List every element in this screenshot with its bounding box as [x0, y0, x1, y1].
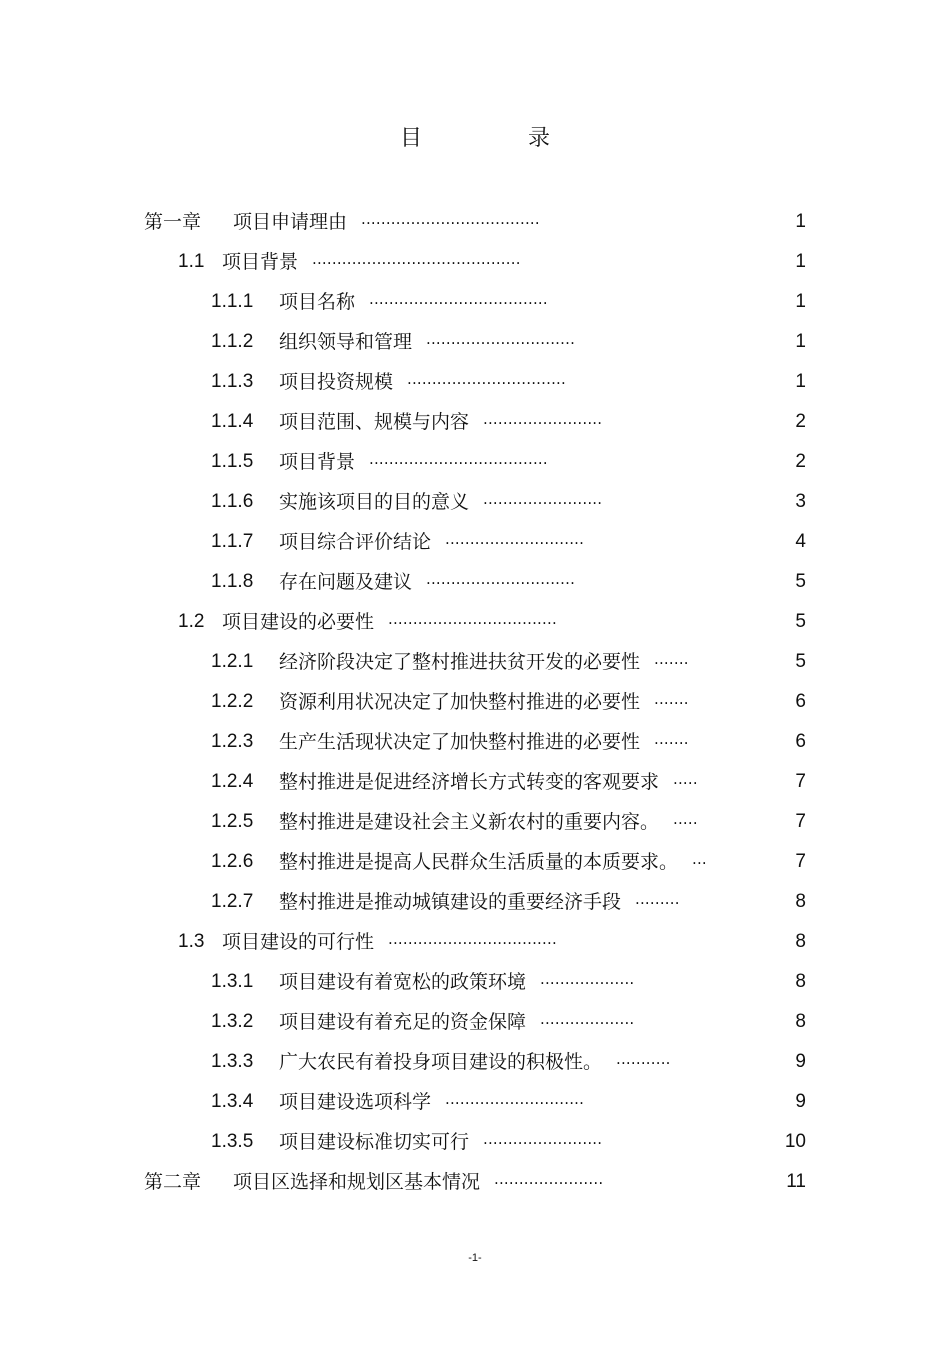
toc-entry-title: 项目建设的必要性	[222, 611, 375, 633]
toc-entry-leader-dots: ..............................	[426, 570, 576, 588]
toc-entry-leader-dots: .....	[673, 770, 698, 788]
toc-entry-title: 实施该项目的目的意义	[279, 491, 470, 513]
toc-entry-leader-dots: .......	[654, 730, 689, 748]
toc-entry-title: 经济阶段决定了整村推进扶贫开发的必要性	[279, 651, 641, 673]
toc-entry-leader-dots: ..........................................	[312, 250, 521, 268]
toc-entry-page-number: 4	[795, 531, 806, 552]
toc-entry-leader-dots: ........................	[483, 1130, 603, 1148]
toc-entry-number: 1.2.3	[211, 731, 254, 752]
toc-entry-page-number: 6	[795, 691, 806, 712]
toc-entry-leader-dots: ...................	[540, 1010, 635, 1028]
toc-entry-leader-dots: .........	[635, 890, 680, 908]
toc-entry-number: 第二章	[144, 1171, 202, 1193]
toc-entry-leader-dots: ........................	[483, 410, 603, 428]
toc-entry-title: 整村推进是促进经济增长方式转变的客观要求	[279, 771, 660, 793]
toc-entry[interactable]	[0, 322, 950, 362]
toc-entry-title: 项目综合评价结论	[279, 531, 432, 553]
toc-entry-leader-dots: ....................................	[369, 450, 548, 468]
toc-entry-title: 项目投资规模	[279, 371, 394, 393]
toc-entry-number: 1.1.4	[211, 411, 254, 432]
toc-entry[interactable]	[0, 842, 950, 882]
toc-entry-page-number: 8	[795, 971, 806, 992]
toc-entry-number: 1.3	[178, 931, 205, 952]
toc-entry[interactable]	[0, 922, 950, 962]
toc-entry-number: 1.3.3	[211, 1051, 254, 1072]
toc-entry-number: 1.1	[178, 251, 205, 272]
toc-entry-leader-dots: ...	[692, 850, 707, 868]
toc-entry-title: 广大农民有着投身项目建设的积极性。	[279, 1051, 603, 1073]
toc-entry-page-number: 5	[795, 571, 806, 592]
toc-entry-title: 生产生活现状决定了加快整村推进的必要性	[279, 731, 641, 753]
toc-entry-leader-dots: ......................	[494, 1170, 604, 1188]
toc-entry-number: 1.2.7	[211, 891, 254, 912]
toc-entry[interactable]	[0, 202, 950, 242]
toc-entry[interactable]	[0, 682, 950, 722]
toc-entry-page-number: 7	[795, 771, 806, 792]
toc-entry-number: 1.1.2	[211, 331, 254, 352]
toc-entry-leader-dots: .......	[654, 650, 689, 668]
toc-entry-title: 资源利用状况决定了加快整村推进的必要性	[279, 691, 641, 713]
toc-entry-leader-dots: ..............................	[426, 330, 576, 348]
toc-entry-title: 项目建设选项科学	[279, 1091, 432, 1113]
toc-entry-title: 整村推进是推动城镇建设的重要经济手段	[279, 891, 622, 913]
toc-entry-title: 项目建设的可行性	[222, 931, 375, 953]
toc-entry-title: 项目背景	[222, 251, 299, 273]
toc-entry-number: 1.2	[178, 611, 205, 632]
toc-entry[interactable]	[0, 1082, 950, 1122]
toc-entry[interactable]	[0, 522, 950, 562]
toc-entry-page-number: 6	[795, 731, 806, 752]
toc-entry-leader-dots: ........................	[483, 490, 603, 508]
toc-entry-page-number: 7	[795, 811, 806, 832]
toc-entry[interactable]	[0, 802, 950, 842]
toc-entry-leader-dots: .......	[654, 690, 689, 708]
toc-entry[interactable]	[0, 1002, 950, 1042]
toc-entry-title: 项目背景	[279, 451, 356, 473]
toc-entry-number: 1.3.5	[211, 1131, 254, 1152]
toc-entry-title: 项目范围、规模与内容	[279, 411, 470, 433]
page-footer-number: -1-	[468, 1252, 482, 1264]
toc-entry-number: 1.2.1	[211, 651, 254, 672]
toc-entry-page-number: 1	[795, 211, 806, 232]
toc-entry-number: 1.1.8	[211, 571, 254, 592]
toc-entry-page-number: 3	[795, 491, 806, 512]
toc-entry-leader-dots: ...................	[540, 970, 635, 988]
toc-entry-number: 1.1.5	[211, 451, 254, 472]
toc-entry[interactable]	[0, 642, 950, 682]
toc-entry-page-number: 9	[795, 1091, 806, 1112]
toc-entry-page-number: 1	[795, 371, 806, 392]
toc-entry-title: 整村推进是建设社会主义新农村的重要内容。	[279, 811, 660, 833]
toc-entry-leader-dots: ....................................	[369, 290, 548, 308]
toc-entry-number: 1.3.1	[211, 971, 254, 992]
toc-entry[interactable]	[0, 242, 950, 282]
toc-entry-leader-dots: ............................	[445, 1090, 585, 1108]
toc-entry-number: 1.1.7	[211, 531, 254, 552]
toc-entry-leader-dots: ............................	[445, 530, 585, 548]
toc-entry-number: 1.3.2	[211, 1011, 254, 1032]
toc-entry[interactable]	[0, 282, 950, 322]
toc-entry-page-number: 1	[795, 291, 806, 312]
toc-entry[interactable]	[0, 442, 950, 482]
toc-entry-page-number: 9	[795, 1051, 806, 1072]
toc-entry-page-number: 7	[795, 851, 806, 872]
toc-entry-title: 项目建设有着充足的资金保障	[279, 1011, 527, 1033]
toc-entry-page-number: 5	[795, 651, 806, 672]
toc-entry-number: 第一章	[144, 211, 202, 233]
toc-entry-title: 整村推进是提高人民群众生活质量的本质要求。	[279, 851, 679, 873]
toc-entry-title: 项目名称	[279, 291, 356, 313]
toc-entry-page-number: 10	[784, 1131, 806, 1152]
table-of-contents	[0, 202, 950, 1202]
toc-entry[interactable]	[0, 362, 950, 402]
toc-entry[interactable]	[0, 1042, 950, 1082]
toc-entry-number: 1.1.1	[211, 291, 254, 312]
toc-entry-page-number: 8	[795, 931, 806, 952]
toc-entry-leader-dots: ................................	[407, 370, 566, 388]
toc-entry[interactable]	[0, 1122, 950, 1162]
toc-entry[interactable]	[0, 882, 950, 922]
toc-entry-leader-dots: .....	[673, 810, 698, 828]
toc-entry-page-number: 11	[786, 1171, 806, 1192]
toc-entry[interactable]	[0, 402, 950, 442]
toc-entry-page-number: 5	[795, 611, 806, 632]
toc-entry-title: 存在问题及建议	[279, 571, 413, 593]
toc-entry-title: 项目建设标准切实可行	[279, 1131, 470, 1153]
toc-entry[interactable]	[0, 722, 950, 762]
toc-entry-title: 项目建设有着宽松的政策环境	[279, 971, 527, 993]
toc-entry-number: 1.3.4	[211, 1091, 254, 1112]
toc-entry[interactable]	[0, 1162, 950, 1202]
toc-entry-leader-dots: ..................................	[388, 930, 557, 948]
toc-entry-page-number: 2	[795, 451, 806, 472]
toc-entry-number: 1.2.4	[211, 771, 254, 792]
toc-entry[interactable]	[0, 602, 950, 642]
toc-entry-page-number: 1	[795, 251, 806, 272]
toc-entry[interactable]	[0, 962, 950, 1002]
toc-entry-leader-dots: ....................................	[361, 210, 540, 228]
toc-entry-page-number: 8	[795, 891, 806, 912]
toc-entry-page-number: 2	[795, 411, 806, 432]
toc-entry-title: 项目申请理由	[233, 211, 348, 233]
toc-entry-number: 1.1.3	[211, 371, 254, 392]
toc-entry-title: 项目区选择和规划区基本情况	[233, 1171, 481, 1193]
toc-entry-title: 组织领导和管理	[279, 331, 413, 353]
toc-entry[interactable]	[0, 762, 950, 802]
toc-entry-leader-dots: ..................................	[388, 610, 557, 628]
toc-entry[interactable]	[0, 562, 950, 602]
toc-entry-page-number: 1	[795, 331, 806, 352]
toc-title: 目 录	[399, 126, 592, 151]
toc-entry[interactable]	[0, 482, 950, 522]
toc-entry-number: 1.1.6	[211, 491, 254, 512]
toc-entry-number: 1.2.6	[211, 851, 254, 872]
toc-entry-number: 1.2.2	[211, 691, 254, 712]
toc-entry-page-number: 8	[795, 1011, 806, 1032]
toc-entry-number: 1.2.5	[211, 811, 254, 832]
toc-entry-leader-dots: ...........	[616, 1050, 671, 1068]
